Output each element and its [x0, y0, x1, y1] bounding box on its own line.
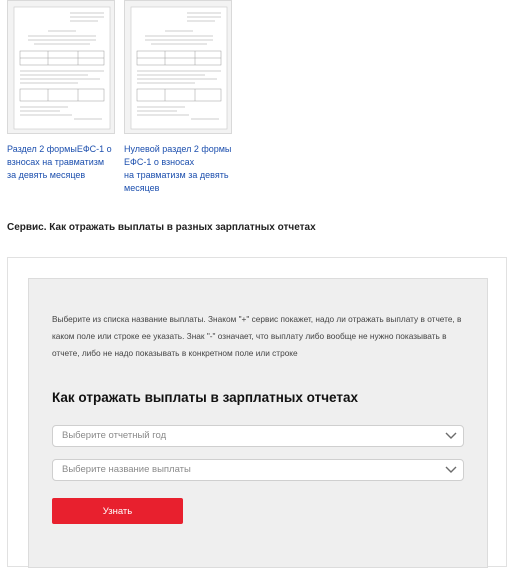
- document-card[interactable]: [124, 0, 244, 195]
- submit-button[interactable]: Узнать: [52, 498, 183, 524]
- year-select-placeholder: Выберите отчетный год: [62, 430, 167, 441]
- widget-description: Выберите из списка название выплаты. Знаком "+" сервис покажет, надо ли отражать выплату в отчете, в каком поле или строке ее указать. Знак "-" означает, что выплату либо вообще не нужно показывать в отчете, либо не надо показывать в конкретном поле или строке: [52, 314, 462, 358]
- chevron-down-icon: [445, 465, 457, 475]
- document-preview-image[interactable]: [7, 0, 115, 134]
- payment-select-placeholder: Выберите название выплаты: [62, 464, 191, 475]
- document-link[interactable]: Нулевой раздел 2 формы ЕФС-1 о взносах на травматизм за девять месяцев: [124, 144, 232, 193]
- year-select[interactable]: [52, 425, 464, 447]
- chevron-down-icon: [445, 431, 457, 441]
- payments-service-widget: [7, 257, 507, 567]
- document-link[interactable]: Раздел 2 формыЕФС-1 о взносах на травматизм за девять месяцев: [7, 144, 112, 180]
- section-heading: Сервис. Как отражать выплаты в разных зарплатных отчетах: [7, 222, 316, 233]
- payment-select[interactable]: [52, 459, 464, 481]
- document-preview-image[interactable]: [124, 0, 232, 134]
- document-card[interactable]: [7, 0, 127, 182]
- widget-title: Как отражать выплаты в зарплатных отчетах: [52, 390, 359, 405]
- widget-panel: [28, 278, 488, 568]
